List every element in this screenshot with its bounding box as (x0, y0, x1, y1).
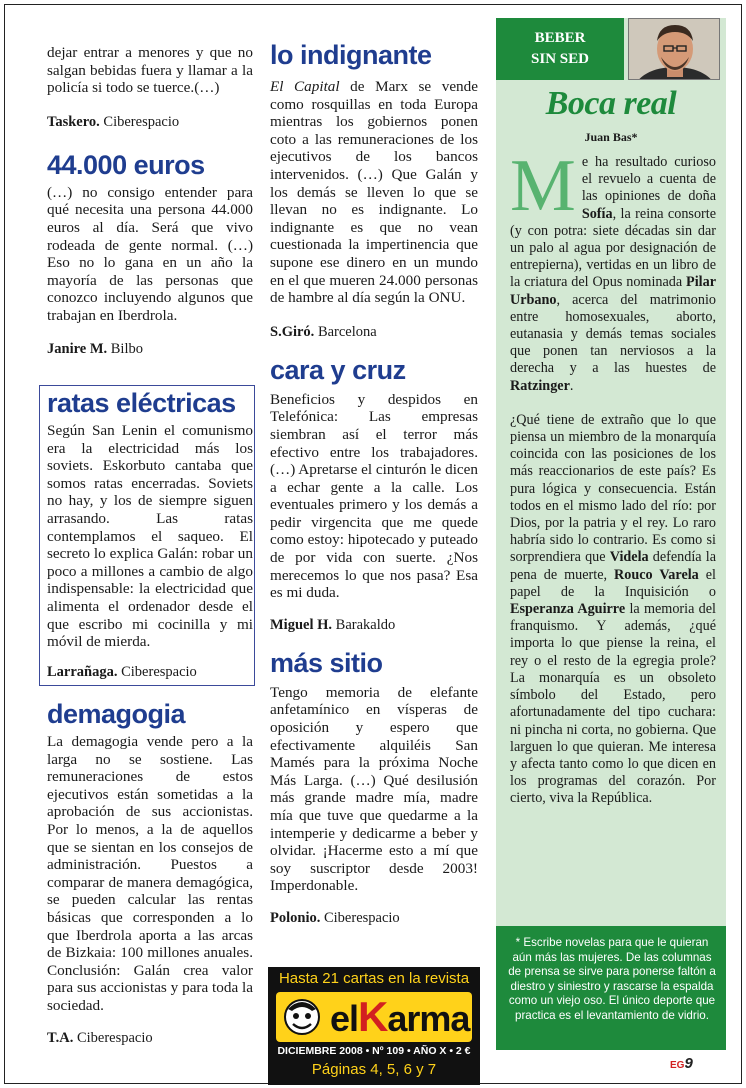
letter-signature: S.Giró. Barcelona (270, 323, 377, 340)
column-bold-name: Rouco Varela (614, 566, 699, 583)
drop-cap: M (510, 145, 576, 227)
letter-text: Beneficios y despidos en Telefónica: Las empresas siembran así el terror más efectivo entre los trabajadores. (…) Apretarse el cinturón le dicen a echar gente a la calle. Los eventuales primero y los demás a pedir virgencita que me quede como estoy: hipotecado y puteado de por vida con suerte. ¿Nos merecemos lo que nos pasa? Esa es mi duda. (270, 390, 478, 602)
letter-title: más sitio (270, 647, 383, 678)
magazine-ad[interactable] (268, 967, 480, 1085)
page-number: EG9 (670, 1055, 693, 1072)
letter-title: ratas eléctricas (47, 388, 236, 418)
letter-signature: Larrañaga. Ciberespacio (47, 663, 197, 680)
letter-text: Tengo memoria de elefante anfetamínico en vísperas de oposición y espero que efectivamente alquiléis San Mamés para la próxima Noche Más Larga. (…) Qué desilusión más grande madre mía, madre mía que tuve que quedarme a la intemperie y dedicarme a beber y olvidar. ¡Hacerme esto a mí que soy suscriptor desde 2003! Imperdonable. (270, 683, 478, 895)
letter-intro-text: dejar entrar a menores y que no salgan bebidas fuera y llamar a la policía si todo se tuerce.(…) (47, 44, 253, 97)
letter-signature: Polonio. Ciberespacio (270, 909, 400, 926)
column-text-run: defendía la pena de muerte, (510, 549, 717, 583)
letter-signature: Miguel H. Barakaldo (270, 616, 396, 633)
column-bold-name: Sofía (581, 205, 613, 222)
column-text-run: la memoria del franquismo. Y además, ¿qué importa lo que piense la reina, el rey o el resto de la egregia prole? La monarquía es un obsoleto símbolo del Estado, pero afortunadamente del tipo cuchara: ni pincha ni corta, no gobierna. Que larguen lo que quieran. Me interesa y afecta tanto como lo que dicen en los programas del corazón. Por cierto, viva la República. (510, 601, 716, 807)
column-left-lower (47, 699, 253, 1047)
opinion-column (496, 18, 726, 1050)
column-left-boxed (47, 388, 253, 681)
letter-text: El Capital de Marx se vende como rosquillas en toda Europa mientras los gobiernos ponen coto a las remuneraciones de los ejecutivos de los bancos intervenidos. (…) Que Galán y los demás se lleven lo que se llevan no es indignante. Lo indignante es que no vean cuestionada la impertinencia que supone ese dinero en un mundo en el que mueren 24.000 personas de hambre al día según la ONU. (270, 78, 478, 307)
author-photo (628, 18, 720, 80)
ad-logo (276, 992, 472, 1042)
ad-issue-info: DICIEMBRE 2008 • Nº 109 • AÑO X • 2 € (277, 1045, 471, 1057)
letter-title: lo indignante (270, 40, 432, 70)
letter-text: La demagogia vende pero a la larga no se sostiene. Las remuneraciones de estos ejecutivos están sometidas a la aprobación de sus accionistas. Por lo menos, a la de aquellos que se sientan en los consejos de administración. Puestos a comparar de manera demagógica, se pueden calcular las rentas básicas que corresponden a lo que Iberdrola aporta a las arcas de Bizkaia: 100 millones anuales. Conclusión: Galán crea valor para sus accionistas y para toda la sociedad. (47, 733, 253, 1014)
column-text-run: . (569, 377, 574, 394)
author-note-text: * Escribe novelas para que le quieran aún más las mujeres. De las columnas de prensa se sirve para ponerse faltón a diestro y siniestro y rascarse la espalda como un viejo oso. El único deporte que practica es el levantamiento de vidrio. (508, 936, 716, 1022)
column-bold-name: Esperanza Aguirre (510, 601, 626, 618)
column-author: Juan Bas* (584, 130, 638, 144)
column-left (47, 44, 253, 358)
letter-signature: T.A. Ciberespacio (47, 1029, 153, 1046)
letter-title: 44.000 euros (47, 149, 205, 180)
column-bold-name: Pilar Urbano (510, 274, 716, 308)
column-text-run: ¿Qué tiene de extraño que lo que piensa un miembro de la monarquía coincida con las posiciones de los más reaccionarios de este país? Es pura lógica y consecuencia. Están todos en el mismo lado del río: por Dios, por la patria y el rey. Lo raro habría sido lo contrario. Es como si sorprendiera que (510, 411, 716, 566)
letter-text: (…) no consigo entender para qué necesita una persona 44.000 euros al día. Será que vivo rodeada de gente normal. (…) Eso no lo gana en un año la mayoría de las personas que conozco incluyendo algunos que trabajan en Iberdrola. (47, 183, 253, 324)
letter-text: Según San Lenin el comunismo era la electricidad más los soviets. Eskorbuto cantaba que somos ratas encerradas. Soviets no hay, y los de siempre siguen arrasando. Las ratas contemplamos el saqueo. El secreto lo explica Galán: robar un poco a millones a cambio de algo indispensable: la electricidad que alimenta el ordenador desde el que escribo mi cocinilla y mi móvil de mierda. (47, 422, 253, 651)
mascot-face-icon (282, 997, 322, 1037)
letter-title: cara y cruz (270, 354, 406, 385)
author-note (496, 926, 726, 1050)
column-body (510, 145, 717, 808)
letter-title: demagogia (47, 699, 186, 729)
column-paragraph (510, 412, 716, 808)
column-paragraph (510, 145, 716, 395)
author-portrait-icon (629, 19, 720, 80)
column-title: Boca real (545, 85, 677, 122)
ad-logo-text: elKarma (330, 993, 470, 1040)
letter-signature: Janire M. Bilbo (47, 340, 143, 357)
ad-pages: Páginas 4, 5, 6 y 7 (311, 1061, 437, 1078)
column-section-tag: BEBER SIN SED (496, 18, 624, 80)
column-middle (270, 40, 478, 927)
column-text-run: el papel de la Inquisición o (510, 566, 716, 600)
column-text-run: , la reina consorte (y con potra: siete décadas sin dar un palo al agua por designación de entrepierna), vertidas en un libro de la criatura del Opus nominada (510, 205, 716, 291)
column-bold-name: Ratzinger (510, 377, 570, 394)
ad-headline: Hasta 21 cartas en la revista (278, 970, 470, 987)
letter-signature: Taskero. Ciberespacio (47, 113, 180, 130)
column-bold-name: Videla (609, 549, 649, 566)
column-text-run: , acerca del matrimonio entre homosexuales, aborto, eutanasia y demás temas sociales que ponen tan nerviosos a la derecha y a las huestes de (510, 291, 716, 377)
column-text-run: e ha resultado curioso el revuelo a cuenta de las opiniones de doña (581, 154, 716, 205)
